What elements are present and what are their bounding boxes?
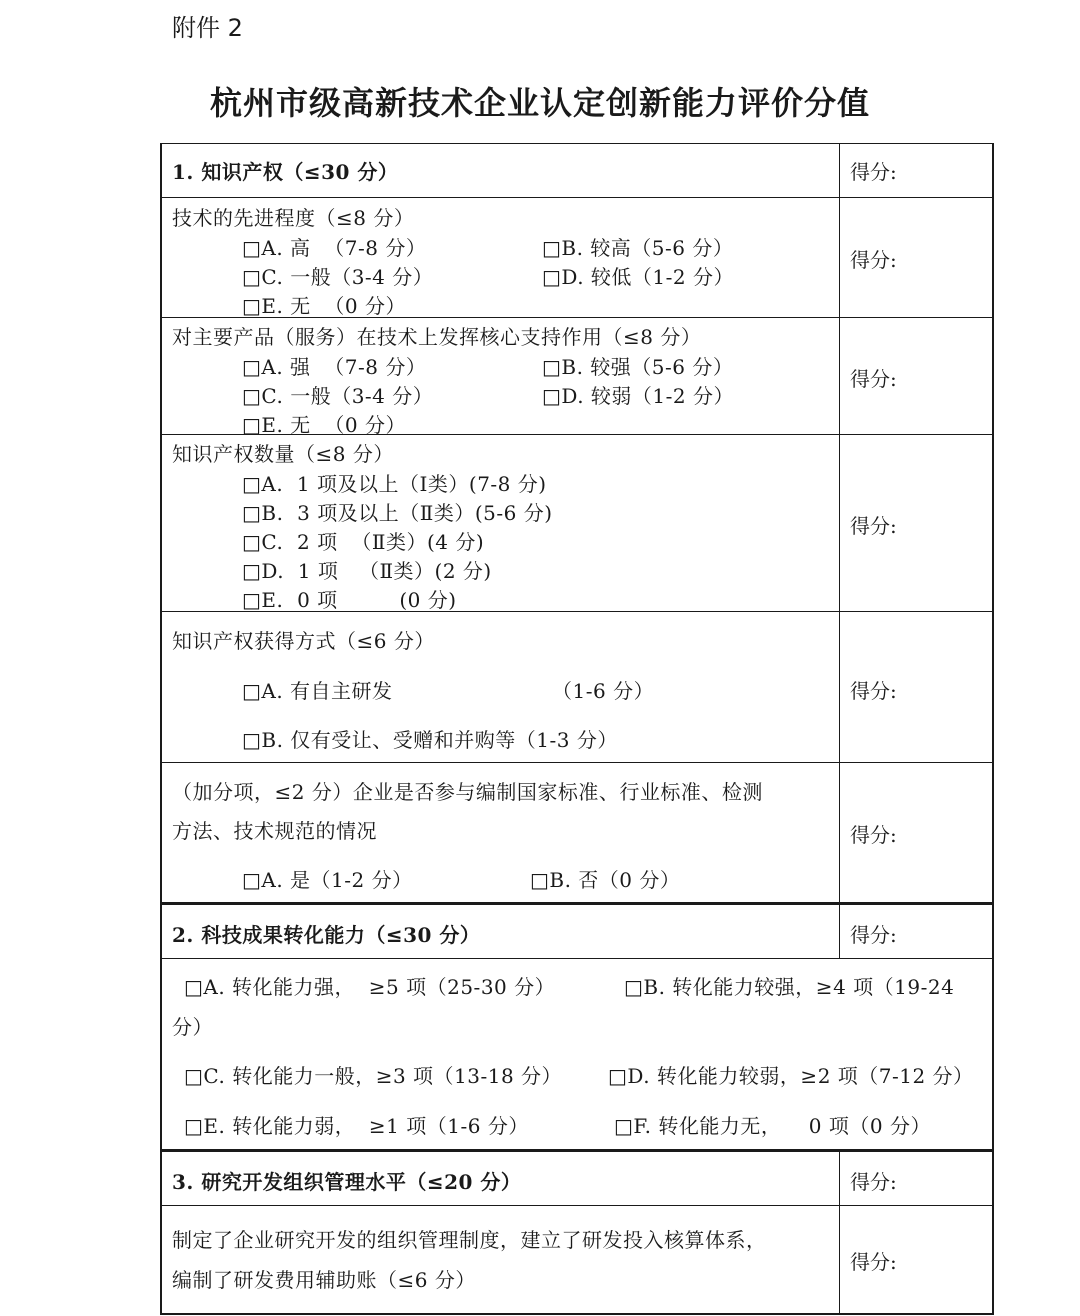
q2-option-d[interactable]: □D. 较弱（1-2 分） [542,384,734,408]
q4-cell [160,611,839,762]
q1-score-cell[interactable] [839,197,994,317]
section3-q1-line2: 编制了研发费用辅助账（≤6 分） [172,1268,476,1292]
section3-score-cell[interactable] [839,1149,994,1205]
q2-cell [160,317,839,437]
q1-row [160,197,994,317]
section2-option-e[interactable]: □E. 转化能力弱， ≥1 项（1-6 分） [184,1114,529,1138]
q2-option-c[interactable]: □C. 一般（3-4 分） [242,384,434,408]
section2-option-d[interactable]: □D. 转化能力较弱，≥2 项（7-12 分） [608,1064,974,1088]
section3-header-row [160,1149,994,1205]
score-label: 得分: [850,1250,897,1274]
q4-option-b[interactable]: □B. 仅有受让、受赠和并购等（1-3 分） [242,728,618,752]
q4-row [160,611,994,762]
attachment-label: 附件 2 [172,14,243,42]
score-label: 得分: [850,679,897,703]
table-bottom-border [160,1313,994,1315]
score-label: 得分: [850,1170,897,1194]
q5-question-line2: 方法、技术规范的情况 [172,819,377,843]
section2-options-cell [160,958,994,1149]
section2-header-cell [160,902,839,958]
q2-option-a[interactable]: □A. 强 （7-8 分） [242,355,427,379]
q1-option-b[interactable]: □B. 较高（5-6 分） [542,236,734,260]
q3-option-e[interactable]: □E. 0 项 (0 分) [242,588,457,612]
q2-title: 对主要产品（服务）在技术上发挥核心支持作用（≤8 分） [172,325,702,349]
q3-score-cell[interactable] [839,434,994,611]
q3-option-d[interactable]: □D. 1 项 （Ⅱ类）(2 分) [242,559,492,583]
q1-cell [160,197,839,317]
q2-option-b[interactable]: □B. 较强（5-6 分） [542,355,734,379]
section3-q1-score-cell[interactable] [839,1205,994,1315]
q3-cell [160,434,839,611]
section3-q1-line1: 制定了企业研究开发的组织管理制度，建立了研发投入核算体系， [172,1228,767,1252]
section2-header-row [160,902,994,958]
q2-score-cell[interactable] [839,317,994,434]
q5-score-cell[interactable] [839,762,994,902]
q4-score-cell[interactable] [839,611,994,762]
q3-option-a[interactable]: □A. 1 项及以上（Ⅰ类）(7-8 分) [242,472,547,496]
q5-option-b[interactable]: □B. 否（0 分） [530,868,681,892]
section1-header: 1. 知识产权（≤30 分） [172,160,399,184]
q4-option-a-points: （1-6 分） [552,679,655,703]
section2-score-cell[interactable] [839,902,994,958]
q1-title: 技术的先进程度（≤8 分） [172,206,415,230]
q3-row [160,434,994,611]
score-label: 得分: [850,248,897,272]
document-title: 杭州市级高新技术企业认定创新能力评价分值 [209,84,870,122]
q1-option-c[interactable]: □C. 一般（3-4 分） [242,265,434,289]
q3-option-b[interactable]: □B. 3 项及以上（Ⅱ类）(5-6 分) [242,501,553,525]
q1-option-d[interactable]: □D. 较低（1-2 分） [542,265,734,289]
section2-header: 2. 科技成果转化能力（≤30 分） [172,923,481,947]
q5-row [160,762,994,902]
section1-header-row [160,143,994,197]
section2-option-b[interactable]: □B. 转化能力较强，≥4 项（19-24 [624,975,955,999]
q4-option-a[interactable]: □A. 有自主研发 [242,679,393,703]
q5-cell [160,762,839,902]
q1-option-e[interactable]: □E. 无 （0 分） [242,294,407,318]
section2-option-f[interactable]: □F. 转化能力无， 0 项（0 分） [614,1114,931,1138]
evaluation-table [160,143,994,1316]
q3-option-c[interactable]: □C. 2 项 （Ⅱ类）(4 分) [242,530,485,554]
section2-option-b-continued: 分） [172,1015,213,1039]
q5-option-a[interactable]: □A. 是（1-2 分） [242,868,413,892]
q1-option-a[interactable]: □A. 高 （7-8 分） [242,236,427,260]
section3-q1-row [160,1205,994,1315]
section2-option-a[interactable]: □A. 转化能力强， ≥5 项（25-30 分） [184,975,556,999]
q4-title: 知识产权获得方式（≤6 分） [172,629,435,653]
section1-header-cell [160,143,839,197]
score-label: 得分: [850,823,897,847]
score-label: 得分: [850,367,897,391]
section2-option-c[interactable]: □C. 转化能力一般，≥3 项（13-18 分） [184,1064,563,1088]
score-label: 得分: [850,514,897,538]
section1-score-cell[interactable] [839,143,994,197]
section3-q1-cell [160,1205,839,1315]
score-label: 得分: [850,160,897,184]
q2-option-e[interactable]: □E. 无 （0 分） [242,413,407,437]
section3-header-cell [160,1149,839,1205]
q5-question-line1: （加分项，≤2 分）企业是否参与编制国家标准、行业标准、检测 [172,780,763,804]
q3-title: 知识产权数量（≤8 分） [172,442,394,466]
q2-row [160,317,994,437]
section3-header: 3. 研究开发组织管理水平（≤20 分） [172,1170,522,1194]
section2-options-row [160,958,994,1149]
score-label: 得分: [850,923,897,947]
